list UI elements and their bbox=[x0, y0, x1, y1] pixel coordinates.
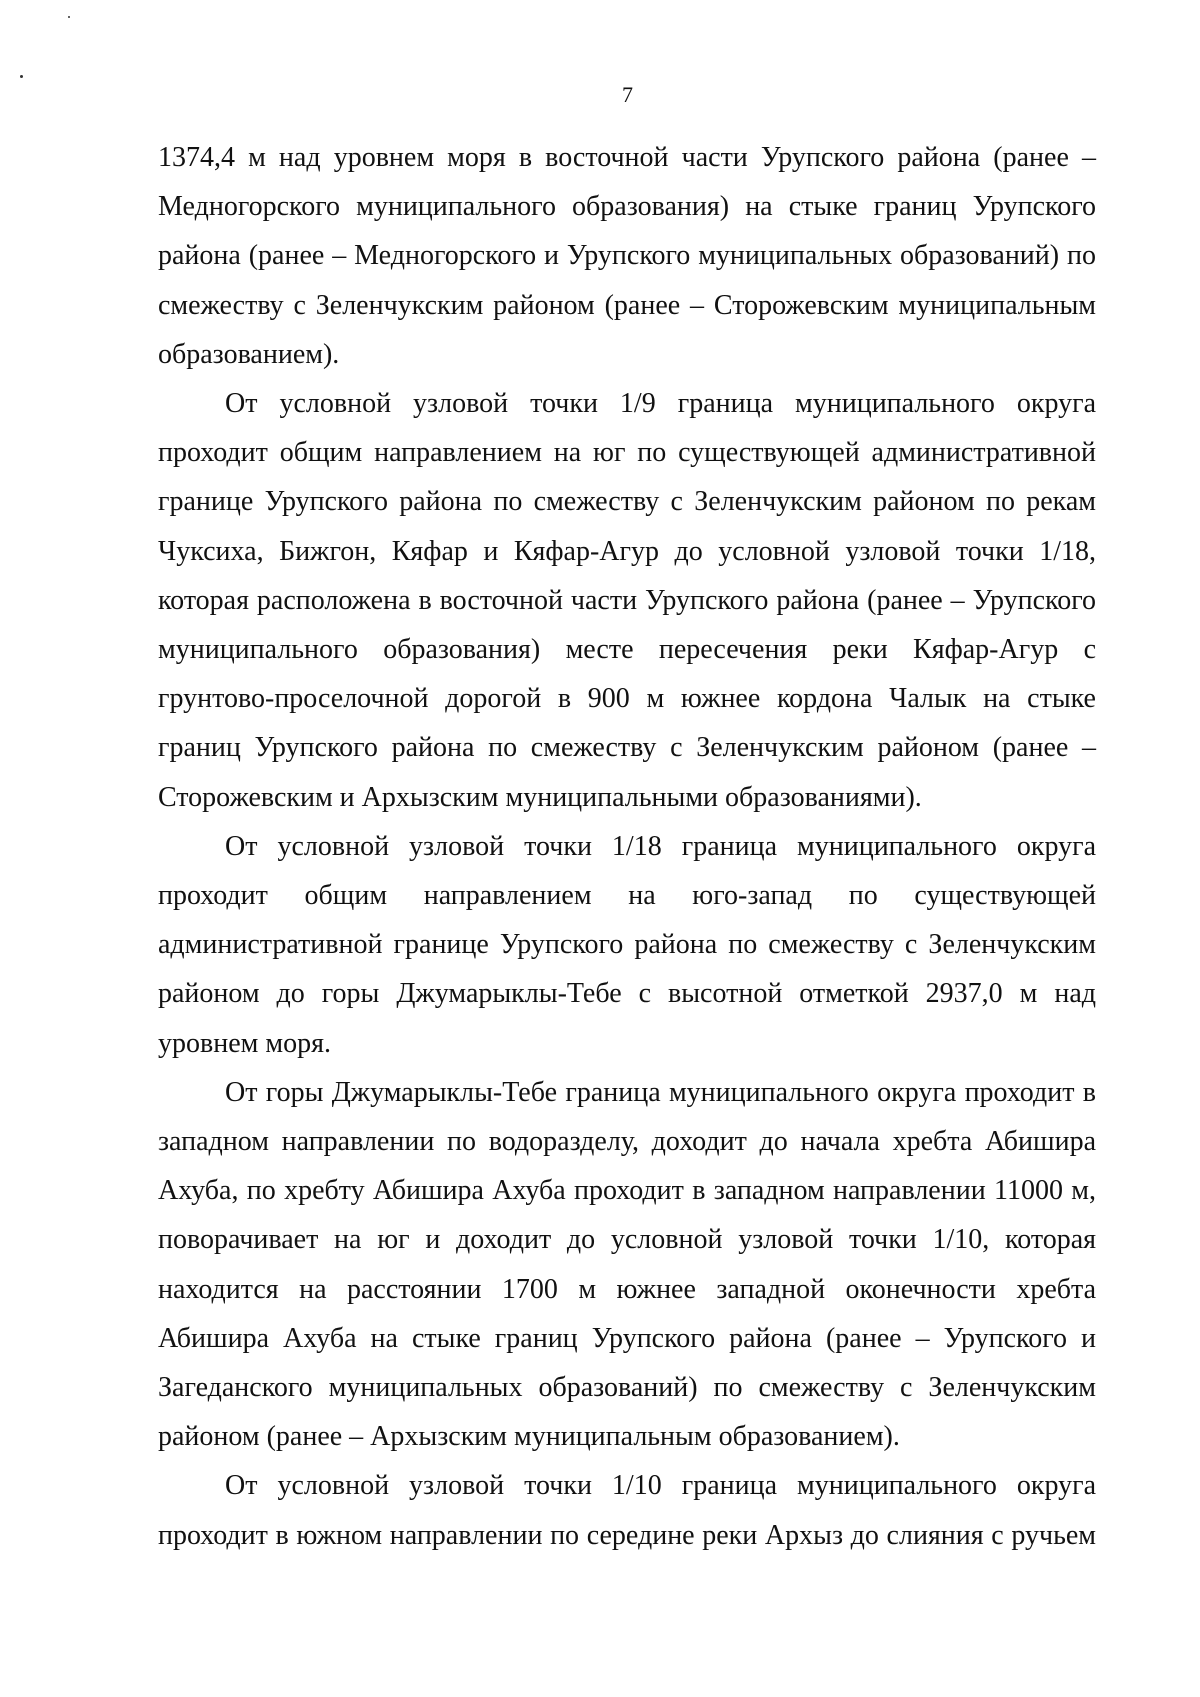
paragraph-1: 1374,4 м над уровнем моря в восточной части Урупского района (ранее – Медногорского муниципального образования) на стыке границ Урупского района (ранее – Медногорского и Урупского муниципальных образований) по смежеству с Зеленчукским районом (ранее – Сторожевским муниципальным образованием). bbox=[158, 142, 1096, 370]
paragraph-4: От горы Джумарыклы-Тебе граница муниципального округа проходит в западном направлении по водоразделу, доходит до начала хребта Абишира Ахуба, по хребту Абишира Ахуба проходит в западном направлении 11000 м, поворачивает на юг и доходит до условной узловой точки 1/10, которая находится на расстоянии 1700 м южнее западной оконечности хребта Абишира Ахуба на стыке границ Урупского района (ранее – Урупского и Загеданского муниципальных образований) по смежеству с Зеленчукским районом (ранее – Архызским муниципальным образованием). bbox=[158, 1076, 1096, 1453]
paragraph-5 bbox=[158, 1461, 1096, 1559]
paragraph-5-text: От условной узловой точки 1/10 граница муниципального округа проходит в южном направлении по середине реки Архыз до слияния с ручьем bbox=[158, 1470, 1096, 1551]
scan-speck bbox=[20, 75, 23, 78]
scan-speck bbox=[68, 16, 70, 18]
document-body bbox=[158, 133, 1096, 1560]
paragraph-2: От условной узловой точки 1/9 граница муниципального округа проходит общим направлением на юг по существующей административной границе Урупского района по смежеству с Зеленчукским районом по рекам Чуксиха, Бижгон, Кяфар и Кяфар-Агур до условной узловой точки 1/18, которая расположена в восточной части Урупского района (ранее – Урупского муниципального образования) месте пересечения реки Кяфар-Агур с грунтово-проселочной дорогой в 900 м южнее кордона Чалык на стыке границ Урупского района по смежеству с Зеленчукским районом (ранее – Сторожевским и Архызским муниципальными образованиями). bbox=[158, 388, 1096, 813]
page-number: 7 bbox=[622, 82, 633, 107]
paragraph-3: От условной узловой точки 1/18 граница муниципального округа проходит общим направлением на юго-запад по существующей административной границе Урупского района по смежеству с Зеленчукским районом до горы Джумарыклы-Тебе с высотной отметкой 2937,0 м над уровнем моря. bbox=[158, 830, 1096, 1059]
